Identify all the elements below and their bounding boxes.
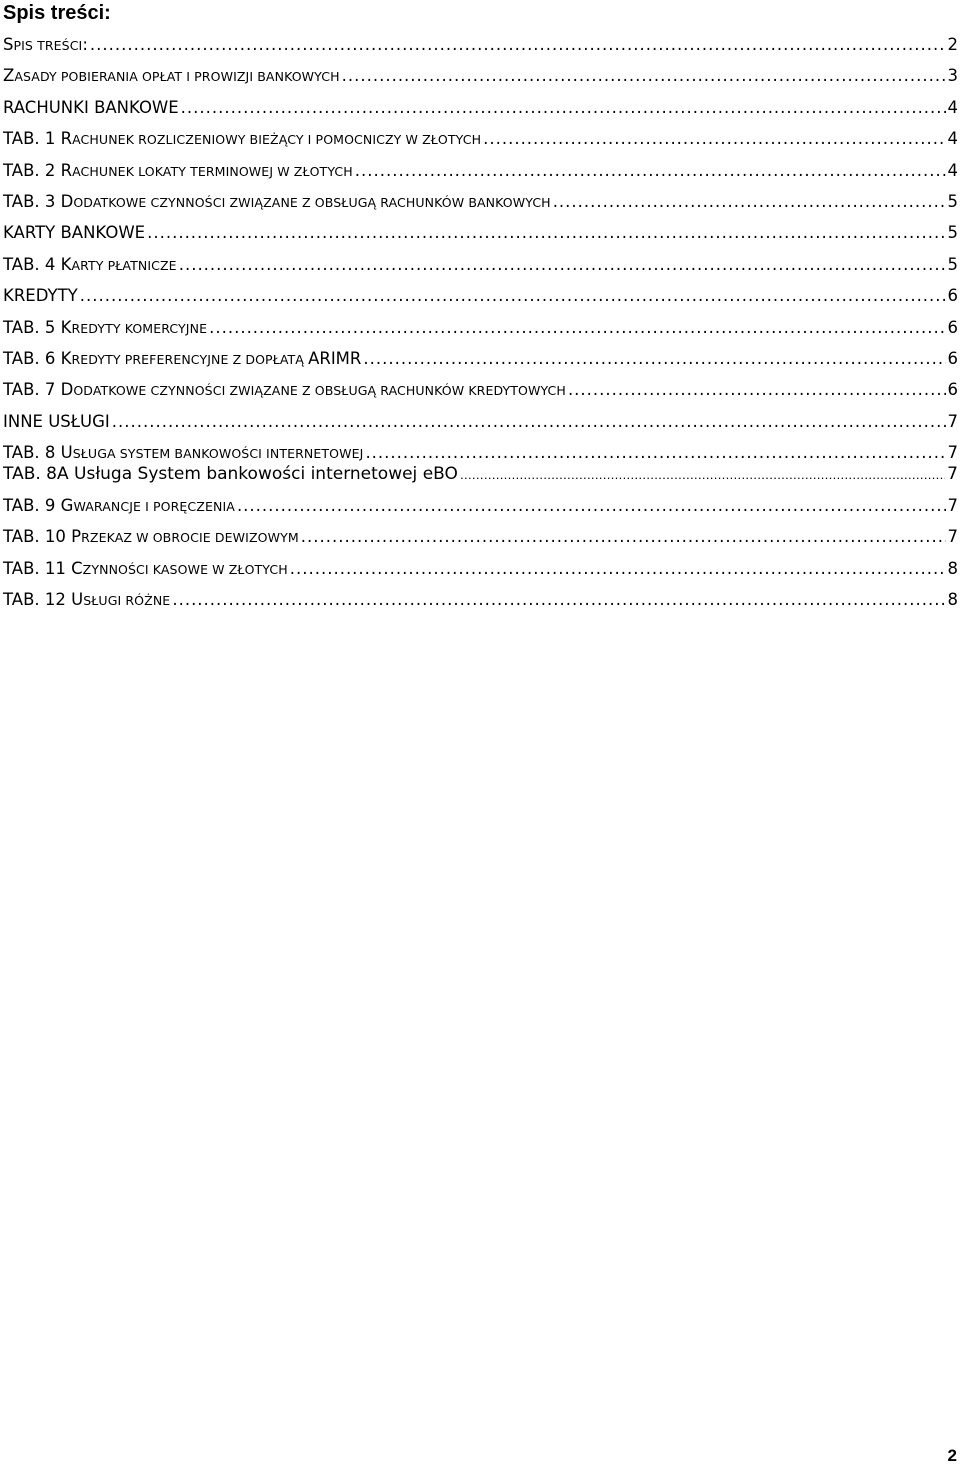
toc-entry[interactable]	[3, 157, 958, 188]
table-of-contents	[3, 31, 958, 618]
dot-leader	[363, 345, 945, 373]
dot-leader	[237, 492, 946, 520]
toc-entry[interactable]	[3, 314, 958, 345]
toc-entry-text: TAB. 5 KREDYTY KOMERCYJNE	[3, 317, 208, 337]
toc-entry[interactable]	[3, 408, 958, 439]
toc-entry[interactable]	[3, 125, 958, 156]
toc-entry[interactable]	[3, 376, 958, 407]
toc-entry[interactable]	[3, 460, 958, 492]
toc-entry[interactable]	[3, 492, 958, 523]
dot-leader	[80, 282, 946, 310]
toc-page-number: 7	[947, 496, 958, 516]
toc-entry[interactable]	[3, 94, 958, 125]
toc-entry-text: TAB. 7 DODATKOWE CZYNNOŚCI ZWIĄZANE Z OBSŁUGĄ RACHUNKÓW KREDYTOWYCH	[3, 380, 566, 400]
toc-entry-text: TAB. 2 RACHUNEK LOKATY TERMINOWEJ W ZŁOTYCH	[3, 160, 353, 180]
dot-leader	[301, 523, 946, 551]
toc-entry-text: KARTY BANKOWE	[3, 223, 146, 243]
toc-entry[interactable]	[3, 219, 958, 250]
dot-leader	[112, 408, 946, 436]
toc-entry[interactable]	[3, 251, 958, 282]
toc-page-number: 6	[947, 380, 958, 400]
toc-page-number: 4	[947, 160, 958, 180]
toc-page-number: 4	[947, 129, 958, 149]
toc-entry-text: TAB. 9 GWARANCJE I PORĘCZENIA	[3, 496, 235, 516]
toc-page-number: 6	[947, 286, 958, 306]
dot-leader	[181, 94, 946, 122]
toc-page-number: 6	[947, 348, 958, 368]
dot-leader	[483, 125, 945, 153]
toc-entry[interactable]	[3, 523, 958, 554]
toc-entry-text: RACHUNKI BANKOWE	[3, 97, 179, 117]
dot-leader	[179, 251, 946, 279]
toc-page-number: 4	[947, 97, 958, 117]
toc-entry-text: TAB. 8 USŁUGA SYSTEM BANKOWOŚCI INTERNETOWEJ	[3, 443, 364, 463]
toc-entry[interactable]	[3, 345, 958, 376]
toc-page-number: 7	[947, 527, 958, 547]
toc-entry-text: TAB. 11 CZYNNOŚCI KASOWE W ZŁOTYCH	[3, 558, 288, 578]
dot-leader	[209, 314, 945, 342]
toc-page-number: 7	[947, 411, 958, 431]
toc-page-number: 8	[947, 558, 958, 578]
toc-entry[interactable]	[3, 586, 958, 617]
toc-page-number: 5	[947, 191, 958, 211]
toc-entry-text: TAB. 8A Usługa System bankowości internetowej eBO	[3, 464, 458, 485]
toc-entry-text: TAB. 10 PRZEKAZ W OBROCIE DEWIZOWYM	[3, 527, 299, 547]
toc-entry-text: TAB. 1 RACHUNEK ROZLICZENIOWY BIEŻĄCY I POMOCNICZY W ZŁOTYCH	[3, 129, 482, 149]
toc-entry[interactable]	[3, 439, 958, 463]
toc-entry[interactable]	[3, 188, 958, 219]
dot-leader	[568, 376, 946, 404]
toc-page-number: 8	[947, 590, 958, 610]
dot-leader	[90, 31, 946, 59]
dot-leader	[290, 555, 946, 583]
page-number: 2	[947, 1446, 957, 1465]
toc-entry-text: SPIS TREŚCI:	[3, 35, 88, 54]
toc-entry-text: KREDYTY	[3, 286, 78, 306]
dot-leader	[342, 62, 946, 90]
toc-entry-text: ZASADY POBIERANIA OPŁAT I PROWIZJI BANKOWYCH	[3, 66, 340, 86]
dot-leader	[147, 219, 945, 247]
toc-entry[interactable]	[3, 31, 958, 62]
toc-page-number: 5	[947, 254, 958, 274]
toc-entry[interactable]	[3, 282, 958, 313]
toc-page-number: 6	[947, 317, 958, 337]
toc-entry[interactable]	[3, 555, 958, 586]
toc-page-number: 3	[947, 66, 958, 86]
toc-entry[interactable]	[3, 62, 958, 93]
toc-entry-text: TAB. 4 KARTY PŁATNICZE	[3, 254, 177, 274]
dot-leader	[172, 586, 945, 614]
dot-leader	[355, 157, 946, 185]
toc-entry-text: INNE USŁUGI	[3, 411, 110, 431]
toc-page-number: 5	[947, 223, 958, 243]
dot-leader	[460, 460, 945, 489]
toc-title: Spis treści:	[3, 2, 111, 24]
toc-page-number: 7	[947, 464, 958, 485]
toc-page-number: 2	[947, 35, 958, 54]
toc-page-number: 7	[947, 443, 958, 463]
toc-entry-text: TAB. 3 DODATKOWE CZYNNOŚCI ZWIĄZANE Z OBSŁUGĄ RACHUNKÓW BANKOWYCH	[3, 191, 551, 211]
toc-entry-text: TAB. 6 KREDYTY PREFERENCYJNE Z DOPŁATĄ ARIMR	[3, 348, 362, 368]
dot-leader	[553, 188, 946, 216]
toc-entry-text: TAB. 12 USŁUGI RÓŻNE	[3, 590, 171, 610]
